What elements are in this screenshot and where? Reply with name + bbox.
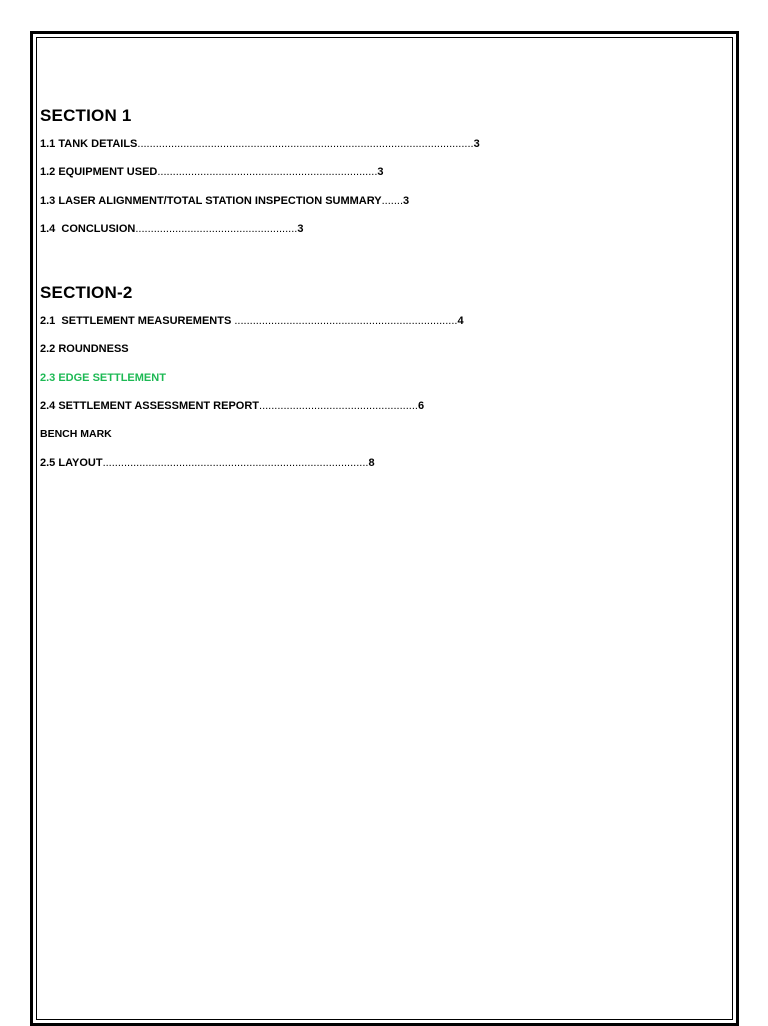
toc-page-number: 3 bbox=[473, 138, 480, 150]
toc-entry-1-3 bbox=[40, 187, 720, 215]
toc-leader-dots: ....................................................................................... bbox=[102, 456, 369, 469]
toc-entry-1-4 bbox=[40, 215, 720, 243]
toc-page-number: 8 bbox=[368, 456, 375, 469]
toc-entry-label: BENCH MARK bbox=[40, 428, 112, 441]
toc-entry-2-3 bbox=[40, 364, 720, 392]
toc-entry-2-4 bbox=[40, 392, 720, 420]
toc-leader-dots: ..................................................... bbox=[135, 222, 298, 235]
toc-leader-dots: ......................................................................... bbox=[234, 315, 458, 328]
toc-page-number: 3 bbox=[297, 222, 304, 235]
toc-page-number: 6 bbox=[417, 400, 425, 413]
toc-entry-2-2 bbox=[40, 335, 720, 363]
toc-leader-dots: .............................................................................................................. bbox=[137, 138, 474, 150]
toc-entry-1-2 bbox=[40, 158, 720, 186]
section-1-heading: SECTION 1 bbox=[40, 106, 132, 125]
toc-page-number: 3 bbox=[403, 194, 410, 207]
toc-entry-2-1 bbox=[40, 307, 720, 335]
toc-entry-label: 2.2 ROUNDNESS bbox=[40, 343, 129, 356]
toc-entry-label: 1.2 EQUIPMENT USED bbox=[40, 166, 158, 179]
section-spacer bbox=[40, 243, 720, 279]
toc-page-number: 4 bbox=[457, 315, 464, 328]
toc-entry-label: 2.3 EDGE SETTLEMENT bbox=[40, 371, 166, 384]
toc-leader-dots: ....... bbox=[381, 194, 404, 207]
toc-entry-label: 1.4 CONCLUSION bbox=[40, 222, 136, 235]
toc-entry-label: 2.4 SETTLEMENT ASSESSMENT REPORT bbox=[40, 400, 260, 413]
toc-leader-dots: .................................................... bbox=[259, 400, 418, 413]
toc-entry-bench-mark bbox=[40, 420, 720, 448]
toc-entry-label: 1.1 TANK DETAILS bbox=[40, 138, 138, 150]
toc-entry-1-1 bbox=[40, 130, 720, 158]
toc-page-number: 3 bbox=[377, 166, 384, 179]
toc-entry-2-5 bbox=[40, 449, 720, 477]
section-2-heading: SECTION-2 bbox=[40, 283, 133, 303]
toc-leader-dots: ........................................................................ bbox=[157, 166, 378, 179]
toc-entry-label: 1.3 LASER ALIGNMENT/TOTAL STATION INSPECTION SUMMARY bbox=[40, 194, 382, 207]
toc-entry-label: 2.5 LAYOUT bbox=[40, 456, 103, 469]
toc-entry-label: 2.1 SETTLEMENT MEASUREMENTS bbox=[40, 315, 235, 328]
table-of-contents bbox=[40, 102, 720, 477]
